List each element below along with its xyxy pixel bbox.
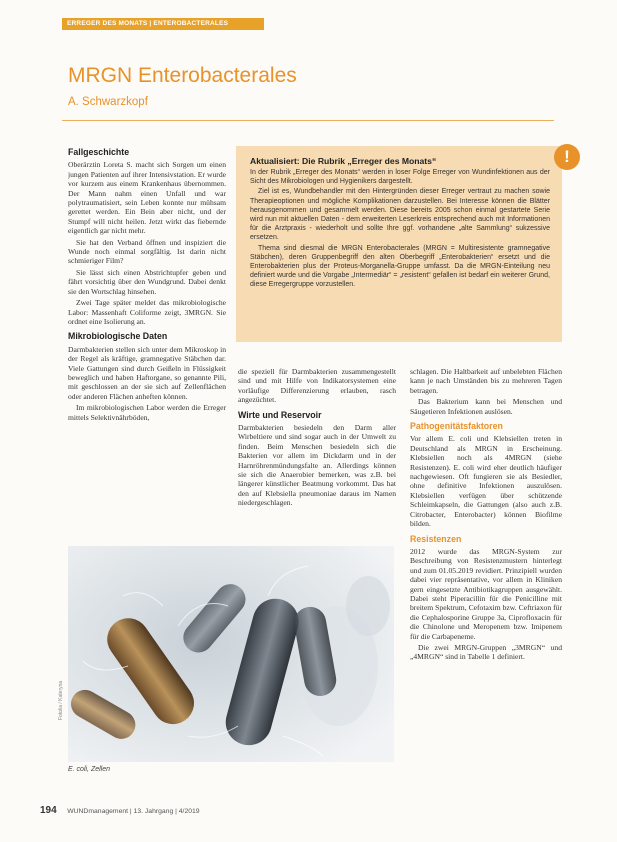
- heading-resistenzen: Resistenzen: [410, 533, 462, 544]
- info-box-paragraph: Ziel ist es, Wundbehandler mit den Hintergründen dieser Erreger vertraut zu machen sowie Therapieoptionen und mögliche Komplikationen darzustellen. Bei Interesse können die Blätter herausgenommen und gesammelt werden. Diese bereits 2005 schon einmal gestartete Serie wird nun mit aktuellen Daten - dem erweiterten Leserkreis entsprechend auch mit Informationen für die Arztpraxis - wiederholt und sollte Ihre ggf. vorhandene „alte Sammlung“ sukzessive ersetzen.: [250, 188, 550, 242]
- info-box: [236, 146, 562, 342]
- body-paragraph: Im mikrobiologischen Labor werden die Erreger mittels Selektivnährböden,: [68, 403, 226, 422]
- body-paragraph: Sie hat den Verband öffnen und inspiziert die Wunde noch einmal sorgfältig. Ist darin nicht schmieriger Film?: [68, 237, 226, 266]
- bacteria-illustration: [68, 546, 394, 762]
- page-number: 194: [40, 805, 57, 816]
- heading-fallgeschichte: Fallgeschichte: [68, 148, 130, 157]
- body-paragraph: Vor allem E. coli und Klebsiellen treten in Deutschland als MRGN in Erscheinung. Klebsiellen noch als 4MRGN (siehe Resistenzen). E. coli wird eher deutlich häufiger nachgewiesen. Oft fungieren sie als Besiedler, ohne definitive Infektionen auszulösen. Klebsiellen verfügen über schützende Schleimkapseln, die Gattungen (also auch z.B. Citrobacter, Enterobacter) können Biofilme bilden.: [410, 434, 562, 529]
- body-paragraph: Sie lässt sich einen Abstrichtupfer geben und fährt vorsichtig über den Wundgrund. Dabei denkt sie den Wortschlag hinsehen.: [68, 267, 226, 296]
- body-paragraph: Die zwei MRGN-Gruppen „3MRGN“ und „4MRGN“ sind in Tabelle 1 definiert.: [410, 642, 562, 662]
- body-paragraph: schlagen. Die Haltbarkeit auf unbelebten Flächen kann je nach Umständen bis zu mehreren Tagen betragen.: [410, 367, 562, 395]
- column-2: [238, 367, 396, 541]
- info-box-title: Aktualisiert: Die Rubrik „Erreger des Monats“: [250, 156, 437, 166]
- heading-wirte-reservoir: Wirte und Reservoir: [238, 409, 322, 420]
- info-box-paragraph: Thema sind diesmal die MRGN Enterobacterales (MRGN = Multiresistente gramnegative Stäbchen), deren Gruppenbegriff den alten Oberbegriff „Enterobakterien“ ersetzt und die Enterobakterien plus der Proteus-Morganella-Gruppe umfasst. Da die MRGN-Einteilung neu definiert wurde und die Vorgabe „Intermediär“ = „resistent“ gefallen ist bedarf ein weiterer Grund, diese Erregergruppe vorzustellen.: [250, 244, 550, 289]
- section-header: ERREGER DES MONATS | ENTEROBACTERALES: [62, 18, 264, 30]
- info-box-paragraph: In der Rubrik „Erreger des Monats“ werden in loser Folge Erreger von Wundinfektionen aus der Sicht des Mikrobiologen und Hygienikers dargestellt.: [250, 169, 550, 186]
- column-3: [410, 367, 562, 797]
- bacteria-photo: [68, 546, 394, 762]
- article-title: MRGN Enterobacterales: [68, 64, 297, 87]
- heading-pathogenitaetsfaktoren: Pathogenitätsfaktoren: [410, 421, 503, 432]
- body-paragraph: Darmbakterien stellen sich unter dem Mikroskop in der Regel als kräftige, gramnegative Stäbchen dar. Viele Gattungen sind durch Geißeln in Flüssigkeit beweglich und haben Haftorgane, so genannte Pili, mit geschlossen an der sie sich auf Zellenflächen oder anderen Flächen anheften können.: [68, 344, 226, 401]
- article-author: A. Schwarzkopf: [68, 96, 148, 108]
- body-paragraph: Das Bakterium kann bei Menschen und Säugetieren Infektionen auslösen.: [410, 397, 562, 416]
- heading-mikrobiologische-daten: Mikrobiologische Daten: [68, 331, 168, 342]
- page-footer: [40, 805, 200, 816]
- journal-info: WUNDmanagement | 13. Jahrgang | 4/2019: [67, 808, 200, 815]
- body-paragraph: Oberärztin Loreta S. macht sich Sorgen um einen jungen Patienten auf ihrer Intensivstation. Er wurde vor kurzem aus einem Krankenhaus übernommen. Der Mann nahm einen Unfall und war polytraumatisiert, sein Leben konnte nur mühsam gerettet werden. Ein Bein aber nicht, und der Stumpf will nicht heilen. Jetzt wirkt das fiebernde eigentlich gar nicht mehr.: [68, 160, 226, 236]
- exclamation-icon: !: [554, 144, 580, 170]
- photo-caption: E. coli, Zellen: [68, 766, 111, 773]
- body-paragraph: Zwei Tage später meldet das mikrobiologische Labor: Massenhaft Coliforme zeigt, 3MRGN. Sie ordnet eine Isolierung an.: [68, 298, 226, 326]
- column-1: [68, 148, 226, 540]
- body-paragraph: Darmbakterien besiedeln den Darm aller Wirbeltiere und sind sogar auch in der Umwelt zu finden. Beim Menschen besiedeln sich die Bakterien vor allem im Dickdarm und in der Harnröhrenmündungsfalte an. Allerdings können sie sich die Anaerobier bemerken, was z.B. bei längerer künstlicher Beatmung vorkommt. Das hat den auf Klebsiella pneumoniae daraus im Namen niedergeschlagen.: [238, 423, 396, 508]
- title-divider: [62, 120, 554, 121]
- photo-credit: Fotolia / Kateryna: [58, 680, 64, 720]
- body-paragraph: 2012 wurde das MRGN-System zur Beschreibung von Resistenzmustern hinterlegt und zum 01.05.2019 revidiert. Prinzipiell wurden dabei vier repräsentative, vor allem in Kliniken gern eingesetzte Antibiotikagruppen ausgewählt. Dabei steht Piperacillin für die Penicilline mit breitem Spektrum, Cefotaxim bzw. Ceftriaxon für die Cephalosporine Gruppe 3a, Ciprofloxacin für die Chinolone und Meropenem bzw. Imipenem für die Carbapeneme.: [410, 546, 562, 641]
- body-paragraph: die speziell für Darmbakterien zusammengestellt sind und mit Hilfe von Indikatorsystemen eine vorläufige Differenzierung erlauben, rasch angezüchtet.: [238, 367, 396, 405]
